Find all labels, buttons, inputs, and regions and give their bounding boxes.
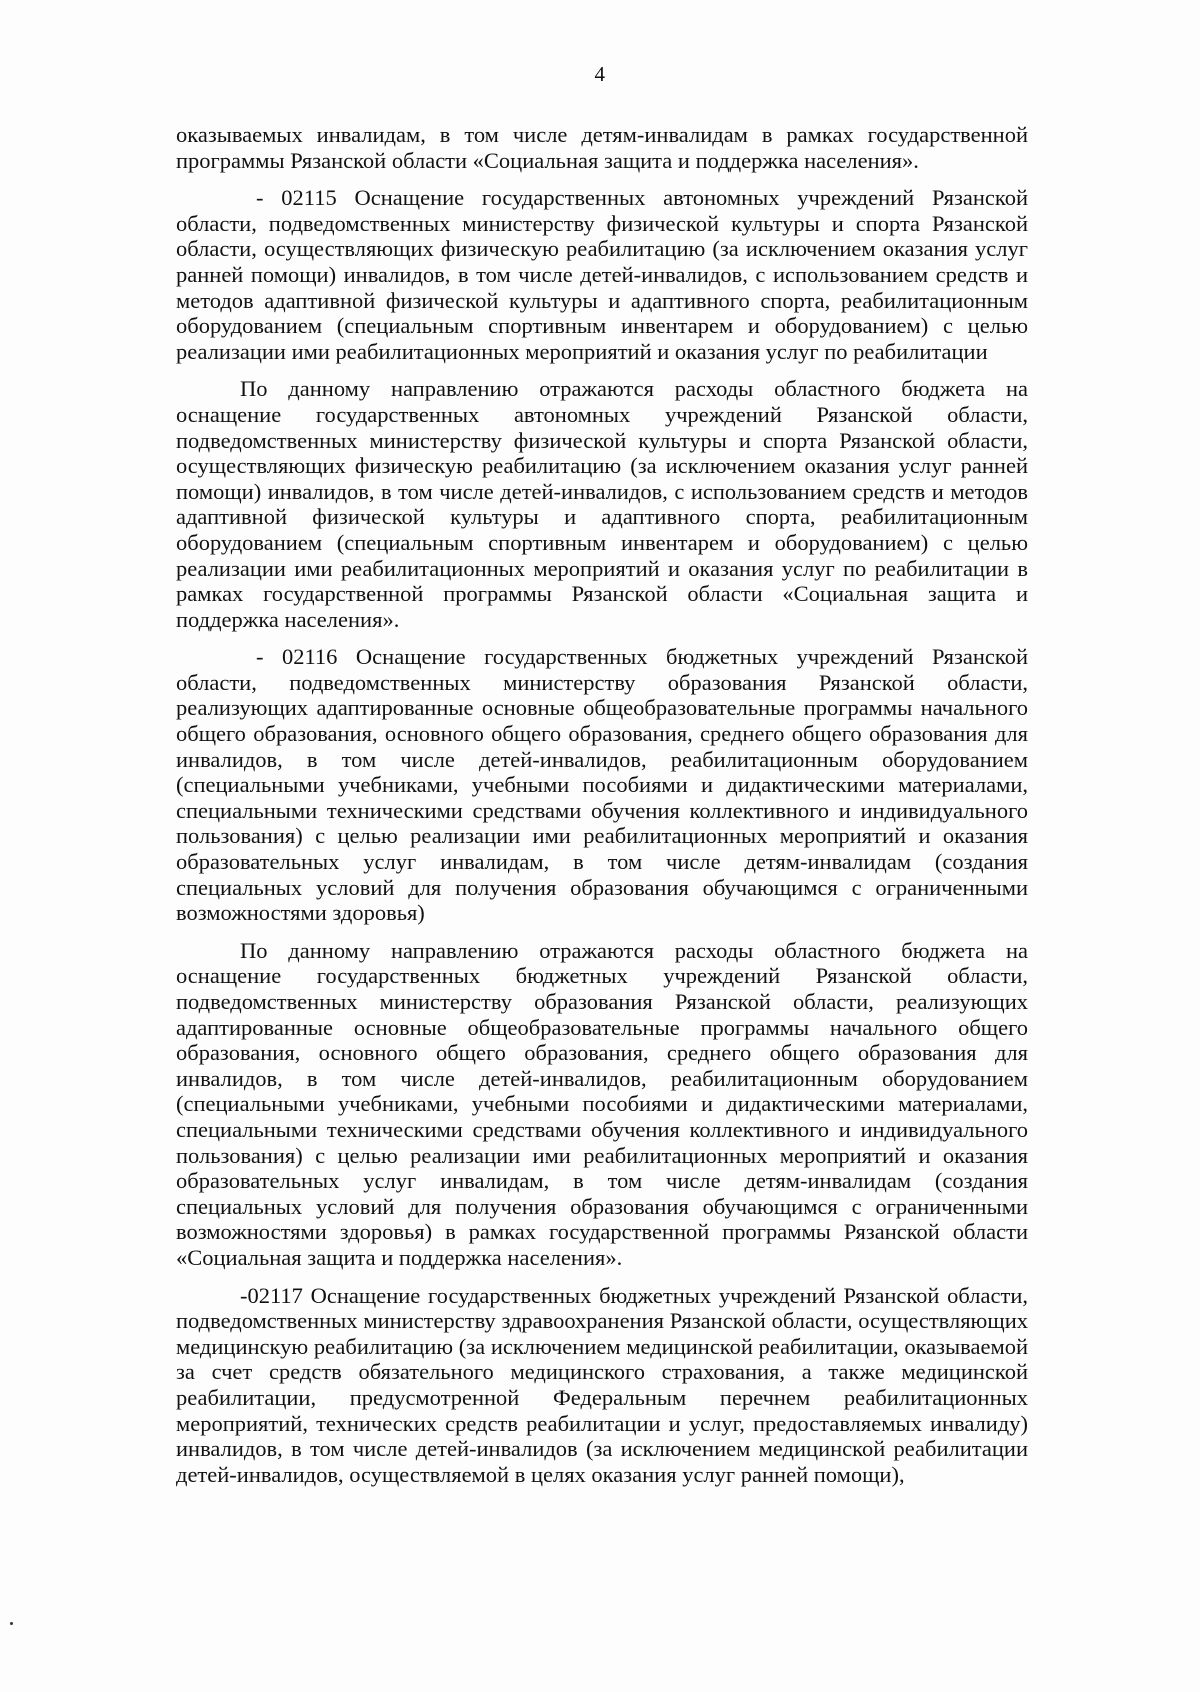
scan-artifact <box>10 1622 13 1625</box>
paragraph-item-02115: - 02115 Оснащение государственных автономных учреждений Рязанской области, подведомственных министерству физической культуры и спорта Рязанской области, осуществляющих физическую реабилитацию (за исключением оказания услуг ранней помощи) инвалидов, в том числе детей-инвалидов, с использованием средств и методов адаптивной физической культуры и адаптивного спорта, реабилитационным оборудованием (специальным спортивным инвентарем и оборудованием) с целью реализации ими реабилитационных мероприятий и оказания услуг по реабилитации <box>176 185 1028 364</box>
page-number: 4 <box>594 62 606 86</box>
paragraph-item-02116: - 02116 Оснащение государственных бюджетных учреждений Рязанской области, подведомственных министерству образования Рязанской области, реализующих адаптированные основные общеобразовательные программы начального общего образования, основного общего образования, среднего общего образования для инвалидов, в том числе детей-инвалидов, реабилитационным оборудованием (специальными учебниками, учебными пособиями и дидактическими материалами, специальными техническими средствами обучения коллективного и индивидуального пользования) с целью реализации ими реабилитационных мероприятий и оказания образовательных услуг инвалидам, в том числе детям-инвалидам (создания специальных условий для получения образования обучающимся с ограниченными возможностями здоровья) <box>176 644 1028 926</box>
paragraph-item-02117: -02117 Оснащение государственных бюджетных учреждений Рязанской области, подведомственных министерству здравоохранения Рязанской области, осуществляющих медицинскую реабилитацию (за исключением медицинской реабилитации, оказываемой за счет средств обязательного медицинского страхования, а также медицинской реабилитации, предусмотренной Федеральным перечнем реабилитационных мероприятий, технических средств реабилитации и услуг, предоставляемых инвалиду) инвалидов, в том числе детей-инвалидов (за исключением медицинской реабилитации детей-инвалидов, осуществляемой в целях оказания услуг ранней помощи), <box>176 1282 1028 1487</box>
document-body <box>176 122 1028 1499</box>
paragraph-continuation: оказываемых инвалидам, в том числе детям-инвалидам в рамках государственной программы Рязанской области «Социальная защита и поддержка населения». <box>176 122 1028 173</box>
paragraph-description-02115: По данному направлению отражаются расходы областного бюджета на оснащение государственных автономных учреждений Рязанской области, подведомственных министерству физической культуры и спорта Рязанской области, осуществляющих физическую реабилитацию (за исключением оказания услуг ранней помощи) инвалидов, в том числе детей-инвалидов, с использованием средств и методов адаптивной физической культуры и адаптивного спорта, реабилитационным оборудованием (специальным спортивным инвентарем и оборудованием) с целью реализации ими реабилитационных мероприятий и оказания услуг по реабилитации в рамках государственной программы Рязанской области «Социальная защита и поддержка населения». <box>176 376 1028 632</box>
paragraph-description-02116: По данному направлению отражаются расходы областного бюджета на оснащение государственных бюджетных учреждений Рязанской области, подведомственных министерству образования Рязанской области, реализующих адаптированные основные общеобразовательные программы начального общего образования, основного общего образования, среднего общего образования для инвалидов, в том числе детей-инвалидов, реабилитационным оборудованием (специальными учебниками, учебными пособиями и дидактическими материалами, специальными техническими средствами обучения коллективного и индивидуального пользования) с целью реализации ими реабилитационных мероприятий и оказания образовательных услуг инвалидам, в том числе детям-инвалидам (создания специальных условий для получения образования обучающимся с ограниченными возможностями здоровья) в рамках государственной программы Рязанской области «Социальная защита и поддержка населения». <box>176 937 1028 1270</box>
